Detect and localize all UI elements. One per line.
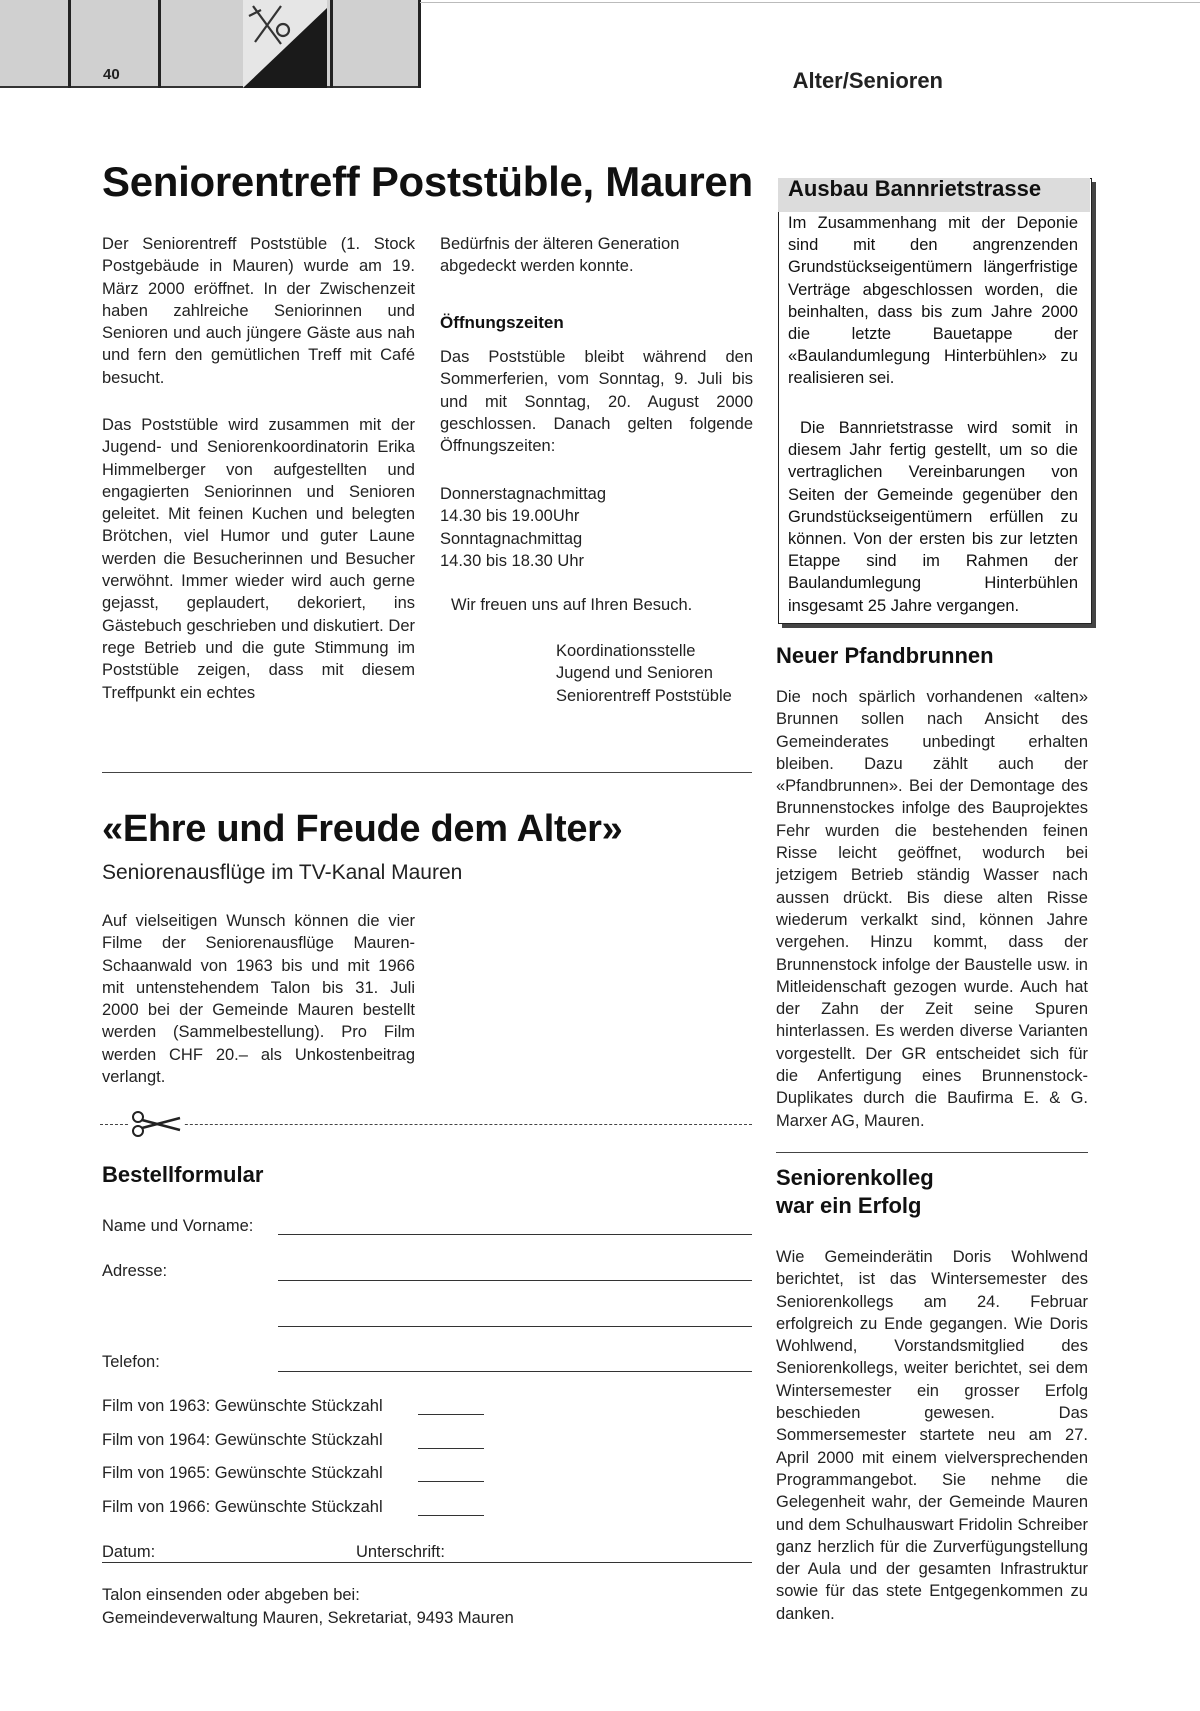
section-title: Alter/Senioren [792,68,943,93]
date-label: Datum: [102,1543,156,1561]
hours-line: 14.30 bis 18.30 Uhr [440,551,585,570]
address-field[interactable] [278,1280,752,1281]
header-divider [158,0,161,88]
header-rule [0,86,420,88]
signature-line: Jugend und Senioren [556,664,713,683]
header-divider [68,0,71,88]
scissors-icon [128,1108,184,1140]
film-label: Film von 1963: Gewünschte Stückzahl [102,1397,383,1415]
send-instruction: Talon einsenden oder abgeben bei: [102,1586,360,1604]
title-line: Seniorenkolleg [776,1165,934,1190]
municipal-crest-icon [243,0,327,88]
article-subtitle: Seniorenausflüge im TV-Kanal Mauren [102,861,463,884]
address-label: Adresse: [102,1262,168,1280]
film-label: Film von 1965: Gewünschte Stückzahl [102,1464,383,1482]
article-title: Seniorentreff Poststüble, Mauren [102,158,753,205]
address-field-2[interactable] [278,1326,752,1327]
subheading: Öffnungszeiten [440,313,564,332]
phone-label: Telefon: [102,1353,160,1371]
info-box-title: Ausbau Bannrietstrasse [788,176,1042,201]
page-number: 40 [103,66,120,83]
article-paragraph: Das Poststüble wird zusammen mit der Jugend- und Seniorenkoordinatorin Erika Himmelberger von aufgestellten und engagierten Seniorinnen und Senioren geleitet. Mit feinen Kuchen und belegten Brötchen, viel Humor und guter Laune werden die Besucherinnen und Besucher verwöhnt. Immer wieder wird auch gerne gejasst, geplaudert, dekoriert, ins Gästebuch geschrieben und diskutiert. Der rege Betrieb und die gute Stimmung im Poststüble zeigen, dass mit diesem Treffpunkt ein echtes [102,416,415,702]
info-box-paragraph: Im Zusammenhang mit der Deponie sind mit den angrenzenden Grundstückseigentümern längerfristige Verträge abgeschlossen worden, die beinhalten, dass bis zum Jahre 2000 die letzte Bauetappe der «Baulandumlegung Hinterbühlen» zu realisieren sei. [788,214,1078,388]
header-band [0,0,420,86]
divider [102,772,752,773]
film-quantity-field[interactable] [418,1448,484,1449]
sidebar-article-paragraph: Die noch spärlich vorhandenen «alten» Brunnen sollen nach Ansicht des Gemeinderates unbedingt erhalten bleiben. Dazu zählt auch der «Pfandbrunnen». Bei der Demontage des Brunnenstockes infolge des Bauprojektes Fehr wurden die bestehenden feinen Risse leicht geöffnet, wodurch bei jetzigem Betrieb ständig Wasser nach aussen drückt. Bis diese alten Risse wiederum verkalkt sind, können Jahre vergehen. Hinzu kommt, dass der Brunnenstock infolge der Baustelle usw. in Mitleidenschaft gezogen wurde. Auch hat der Zahn der Zeit seine Spuren hinterlassen. Es werden diverse Varianten vorgestellt. Der GR entscheidet sich für die Anfertigung eines Brunnenstock-Duplikates durch die Baufirma E. & G. Marxer AG, Mauren. [776,688,1088,1130]
name-label: Name und Vorname: [102,1217,254,1235]
signature-line: Seniorentreff Poststüble [556,686,732,705]
sidebar-article-paragraph: Wie Gemeinderätin Doris Wohlwend berichtet, ist das Wintersemester des Seniorenkollegs am 24. Februar erfolgreich zu Ende gegangen. Wie Doris Wohlwend, Vorstandsmitglied des Seniorenkollegs, weiter berichtet, sei dem Wintersemester ein grosser Erfolg beschieden gewesen. Das Sommersemester startete neu am 27. April 2000 mit einem vielversprechenden Programmangebot. Sie nehme die Gelegenheit wahr, der Gemeinde Mauren und dem Schulhauswart Fridolin Schreiber ganz herzlich für die Zurverfügungstellung der Aula und der gesamten Infrastruktur sowie für das stete Entgegenkommen zu danken. [776,1248,1088,1623]
sidebar-article-title [776,1164,934,1220]
article-title: «Ehre und Freude dem Alter» [102,808,623,850]
hours-line: Sonntagnachmittag [440,529,583,548]
signature-label: Unterschrift: [356,1543,445,1561]
film-label: Film von 1966: Gewünschte Stückzahl [102,1498,383,1516]
film-quantity-field[interactable] [418,1414,484,1415]
article-paragraph: Bedürfnis der älteren Generation abgedeckt werden konnte. [440,235,680,276]
cut-line [100,1124,752,1125]
form-title: Bestellformular [102,1162,264,1187]
header-divider [330,0,333,88]
signature-line: Koordinationsstelle [556,642,696,660]
divider [776,1152,1088,1153]
film-label: Film von 1964: Gewünschte Stückzahl [102,1431,383,1449]
article-paragraph: Der Seniorentreff Poststüble (1. Stock Postgebäude in Mauren) wurde am 19. März 2000 eröffnet. In der Zwischenzeit haben zahlreiche Seniorinnen und Senioren und auch jüngere Gäste aus nah und fern den gemütlichen Treff mit Café besucht. [102,235,415,387]
header-divider [418,0,421,88]
film-quantity-field[interactable] [418,1481,484,1482]
hours-list [440,483,606,572]
title-line: war ein Erfolg [776,1193,922,1218]
hours-line: Donnerstagnachmittag [440,485,607,503]
signature-block [556,640,732,707]
film-quantity-field[interactable] [418,1515,484,1516]
top-rule [420,2,1200,3]
phone-field[interactable] [278,1371,752,1372]
info-box-paragraph: Die Bannrietstrasse wird somit in diesem Jahr fertig gestellt, um so die vertraglichen Vereinbarungen von Seiten der Gemeinde gegenüber den Grundstückseigentümern erfüllen zu können. Von der ersten bis zur letzten Etappe sind im Rahmen der Baulandumlegung Hinterbühlen insgesamt 25 Jahre vergangen. [788,419,1078,615]
article-paragraph: Auf vielseitigen Wunsch können die vier Filme der Seniorenausflüge Mauren-Schaanwald von 1963 bis und mit 1966 mit untenstehendem Talon bis 31. Juli 2000 bei der Gemeinde Mauren bestellt werden (Sammelbestellung). Pro Film werden CHF 20.– als Unkostenbeitrag verlangt. [102,912,415,1087]
sidebar-article-title: Neuer Pfandbrunnen [776,643,994,668]
closing-line: Wir freuen uns auf Ihren Besuch. [451,596,693,614]
hours-line: 14.30 bis 19.00Uhr [440,507,580,526]
send-address: Gemeindeverwaltung Mauren, Sekretariat, 9493 Mauren [102,1609,514,1627]
article-paragraph: Das Poststüble bleibt während den Sommerferien, vom Sonntag, 9. Juli bis und mit Sonntag, 20. August 2000 geschlossen. Danach gelten folgende Öffnungszeiten: [440,348,753,456]
date-signature-field[interactable] [102,1562,752,1563]
name-field[interactable] [278,1234,752,1235]
